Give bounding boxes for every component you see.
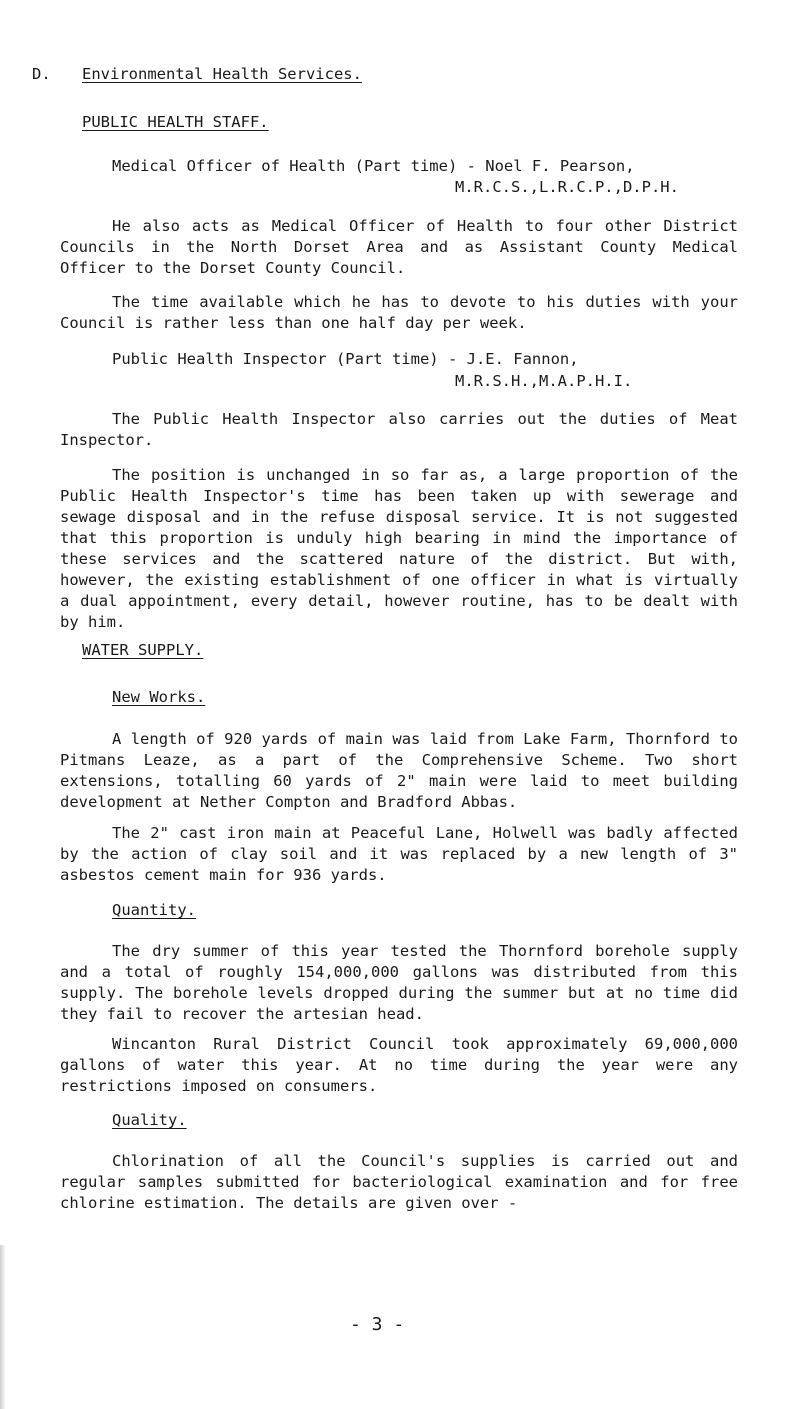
moh-line-2: M.R.C.S.,L.R.C.P.,D.P.H.: [455, 178, 679, 196]
new-works-heading: New Works.: [112, 688, 206, 706]
quality-paragraph-1: Chlorination of all the Council's supplies is carried out and regular samples submitted for bacteriological examination and for free chlorine estimation. The details are given over -: [60, 1152, 738, 1212]
water-supply-heading: WATER SUPPLY.: [82, 641, 204, 659]
section-letter: D.: [32, 65, 51, 83]
new-works-paragraph-2: The 2" cast iron main at Peaceful Lane, Holwell was badly affected by the action of clay soil and it was replaced by a new length of 3" asbestos cement main for 936 yards.: [60, 824, 738, 884]
quantity-paragraph-1: The dry summer of this year tested the Thornford borehole supply and a total of roughly 154,000,000 gallons was distributed from this supply. The borehole levels dropped during the summer but at no time did they fail to recover the artesian head.: [60, 942, 738, 1023]
phi-line-1: Public Health Inspector (Part time) - J.E. Fannon,: [112, 350, 579, 368]
scan-edge-shadow: [0, 1245, 6, 1409]
page-number: - 3 -: [350, 1314, 405, 1335]
phi-line-2: M.R.S.H.,M.A.P.H.I.: [455, 372, 633, 390]
staff-heading: PUBLIC HEALTH STAFF.: [82, 113, 269, 131]
moh-line-1: Medical Officer of Health (Part time) - Noel F. Pearson,: [112, 157, 635, 175]
new-works-paragraph-1: A length of 920 yards of main was laid from Lake Farm, Thornford to Pitmans Leaze, as a part of the Comprehensive Scheme. Two short extensions, totalling 60 yards of 2" main were laid to meet building development at Nether Compton and Bradford Abbas.: [60, 730, 738, 811]
phi-paragraph-1: The Public Health Inspector also carries out the duties of Meat Inspector.: [60, 410, 738, 449]
quantity-heading: Quantity.: [112, 901, 196, 919]
quality-heading: Quality.: [112, 1111, 187, 1129]
quantity-paragraph-2: Wincanton Rural District Council took approximately 69,000,000 gallons of water this year. At no time during the year were any restrictions imposed on consumers.: [60, 1035, 738, 1095]
section-title: Environmental Health Services.: [82, 65, 362, 83]
phi-paragraph-2: The position is unchanged in so far as, a large proportion of the Public Health Inspector's time has been taken up with sewerage and sewage disposal and in the refuse disposal service. It is not suggested that this proportion is unduly high bearing in mind the importance of these services and the scattered nature of the district. But with, however, the existing establishment of one officer in what is virtually a dual appointment, every detail, however routine, has to be dealt with by him.: [60, 466, 738, 631]
moh-paragraph-1: He also acts as Medical Officer of Health to four other District Councils in the North Dorset Area and as Assistant County Medical Officer to the Dorset County Council.: [60, 217, 738, 277]
moh-paragraph-2: The time available which he has to devote to his duties with your Council is rather less than one half day per week.: [60, 293, 738, 332]
